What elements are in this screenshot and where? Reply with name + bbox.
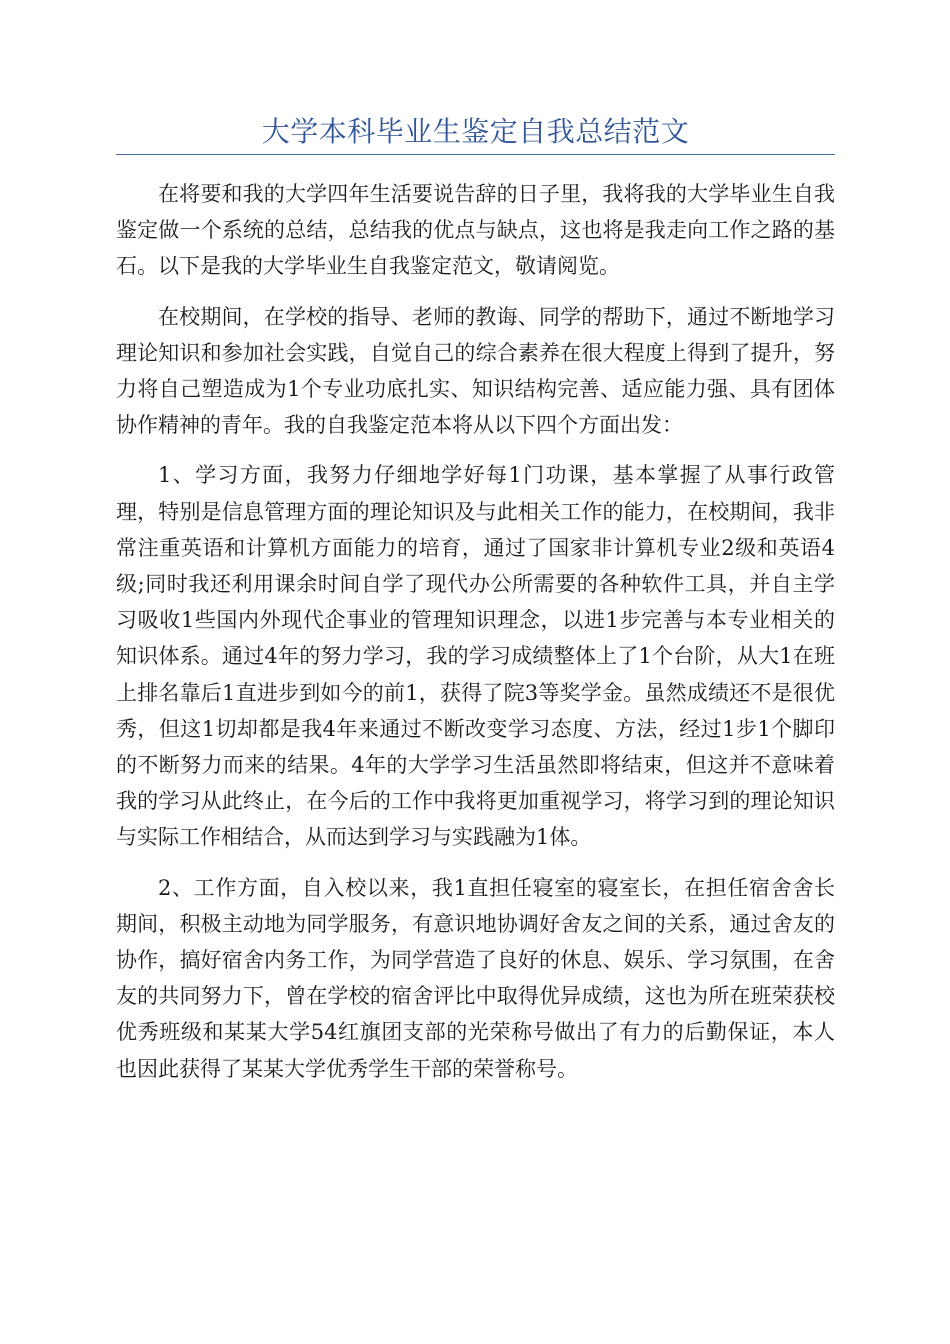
paragraph-overview: 在校期间，在学校的指导、老师的教诲、同学的帮助下，通过不断地学习理论知识和参加社会实践，自觉自己的综合素养在很大程度上得到了提升，努力将自己塑造成为1个专业功底扎实、知识结构完善、适应能力强、具有团体协作精神的青年。我的自我鉴定范本将从以下四个方面出发： [116,304,835,438]
document-body [116,176,835,1101]
document-title: 大学本科毕业生鉴定自我总结范文 [261,115,690,148]
paragraph-study: 1、学习方面，我努力仔细地学好每1门功课，基本掌握了从事行政管理，特别是信息管理方面的理论知识及与此相关工作的能力，在校期间，我非常注重英语和计算机方面能力的培育，通过了国家非计算机专业2级和英语4级;同时我还利用课余时间自学了现代办公所需要的各种软件工具，并自主学习吸收1些国内外现代企事业的管理知识理念，以进1步完善与本专业相关的知识体系。通过4年的努力学习，我的学习成绩整体上了1个台阶，从大1在班上排名靠后1直进步到如今的前1，获得了院3等奖学金。虽然成绩还不是很优秀，但这1切却都是我4年来通过不断改变学习态度、方法，经过1步1个脚印的不断努力而来的结果。4年的大学学习生活虽然即将结束，但这并不意味着我的学习从此终止，在今后的工作中我将更加重视学习，将学习到的理论知识与实际工作相结合，从而达到学习与实践融为1体。 [116,463,835,850]
title-underline [116,154,835,155]
paragraph-work: 2、工作方面，自入校以来，我1直担任寝室的寝室长，在担任宿舍舍长期间，积极主动地为同学服务，有意识地协调好舍友之间的关系，通过舍友的协作，搞好宿舍内务工作，为同学营造了良好的休息、娱乐、学习氛围，在舍友的共同努力下，曾在学校的宿舍评比中取得优异成绩，这也为所在班荣获校优秀班级和某某大学54红旗团支部的光荣称号做出了有力的后勤保证，本人也因此获得了某某大学优秀学生干部的荣誉称号。 [116,875,835,1081]
paragraph-intro: 在将要和我的大学四年生活要说告辞的日子里，我将我的大学毕业生自我鉴定做一个系统的总结，总结我的优点与缺点，这也将是我走向工作之路的基石。以下是我的大学毕业生自我鉴定范文，敬请阅览。 [116,182,835,279]
